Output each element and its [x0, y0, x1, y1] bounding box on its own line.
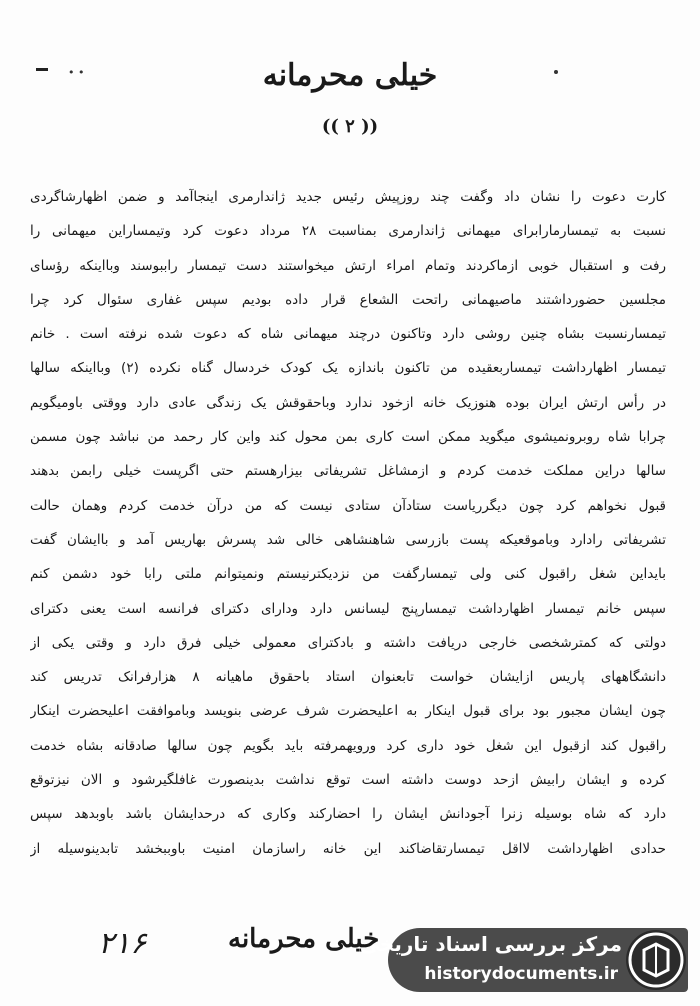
body-line: در رأس ارتش ایران بوده هنوزیک خانه ازخود ندارد وباحقوقش یک زندگی عادی دارد ووقتی باومیگویم — [30, 394, 666, 411]
archive-logo-icon — [626, 930, 686, 990]
body-line: تیمسارنسبت بشاه چنین روشی دارد وتاکنون درچند میهمانی شاه که دعوت شده نرفته است . خانم — [30, 326, 666, 343]
archive-watermark — [359, 928, 688, 992]
body-line: رفت و استقبال خوبی ازماکردند وتمام امراء ارتش میخواستند دست تیمسار راببوسند وبااینکه رؤسای — [30, 257, 666, 274]
classification-title: خیلی محرمانه — [262, 58, 438, 93]
body-line: تیمسار اظهارداشت تیمساربعقیده من تاکنون باندازه یک کودک خردسال گناه نکرده (۲) وبااینکه سالها — [30, 360, 666, 377]
body-line: چرابا شاه روبرونمیشوی میگوید ممکن است کاری بمن محول کند واین کار رحمد من نباشد چون مسمن — [30, 429, 666, 446]
page-number: (( ۲ )) — [321, 116, 379, 137]
ink-dots-mark: • • — [68, 66, 85, 79]
footer-classification-title: خیلی محرمانه — [228, 924, 380, 954]
body-line: بایداین شغل راقبول کنی ولی تیمسارگفت من نزدیکترنیستم ونمیتوانم ملتی رابا خود دشمن کنم — [30, 566, 666, 583]
body-line: حدادی اظهارداشت لااقل تیمسارتقاضاکند این خانه راسازمان امنیت باوببخشد تابدینوسیله از — [30, 840, 666, 857]
document-body — [30, 180, 666, 866]
body-line: نسبت به تیمسارمارابرای میهمانی ژاندارمری بمناسبت ۲۸ مرداد دعوت کرد وتیمساراین میهمانی را — [30, 223, 666, 240]
body-line: دارد که شاه بوسیله زنرا آجودانش ایشان را احضارکند وکاری که درحدایشان باشد باوبدهد سپس — [30, 806, 666, 823]
body-line: سالها دراین مملکت خدمت کردم و ازمشاغل تشریفاتی بیزارهستم حتی اگرپست خیلی رابمن بدهند — [30, 463, 666, 480]
body-line: کارت دعوت را نشان داد وگفت چند روزپیش رئیس جدید ژاندارمری اینجاآمد و ضمن اظهارشاگردی — [30, 189, 666, 205]
body-line: سپس خانم تیمسار اظهارداشت تیمسارپنج لیسانس دارد ودارای دکترای فرانسه است یعنی دکترای — [30, 600, 666, 617]
body-line: مجلسین حضورداشتند ماصیهمانی راتحت الشعاع قرار داده بودیم سپس غفاری سئوال کرد چرا — [30, 291, 666, 308]
body-line: دانشگاههای پاریس ازایشان خواست تابعنوان استاد باحقوق ماهیانه ۸ هزارفرانک تدریس کند — [30, 669, 666, 686]
archive-url: historydocuments.ir — [424, 964, 618, 984]
handwritten-page-number: ۲۱۶ — [98, 926, 147, 961]
archive-name: مرکز بررسی اسناد تاریخی — [359, 932, 622, 956]
body-line: کرده و ایشان رابیش ازحد دوست داشته است توقع نداشت بدینصورت غافلگیرشود و الان نیزتوقع — [30, 772, 666, 789]
body-line: راقبول کند ازقبول این شغل خود داری کرد ورویهمرفته باید بگویم چون سالها صادقانه بشاه خدمت — [30, 737, 666, 754]
body-line: چون ایشان مجبور بود برای قبول اینکار به اعلیحضرت شرف عرضی بنویسد وباموافقت اعلیحضرت اینکار — [30, 703, 666, 720]
body-line: قبول نخواهم کرد چون دیگرریاست ستادآن ستادی نیست که من درآن خدمت کردم وهمان حالت — [30, 497, 666, 514]
body-line: تشریفاتی رادارد وباموقعیکه پست بازرسی شاهنشاهی خالی شد پسرش بهاریس آمد و باایشان گفت — [30, 531, 666, 548]
body-line: دولتی که کمترشخصی خارجی دریافت داشته و بادکترای معمولی خیلی فرق دارد و وقتی یکی از — [30, 634, 666, 651]
